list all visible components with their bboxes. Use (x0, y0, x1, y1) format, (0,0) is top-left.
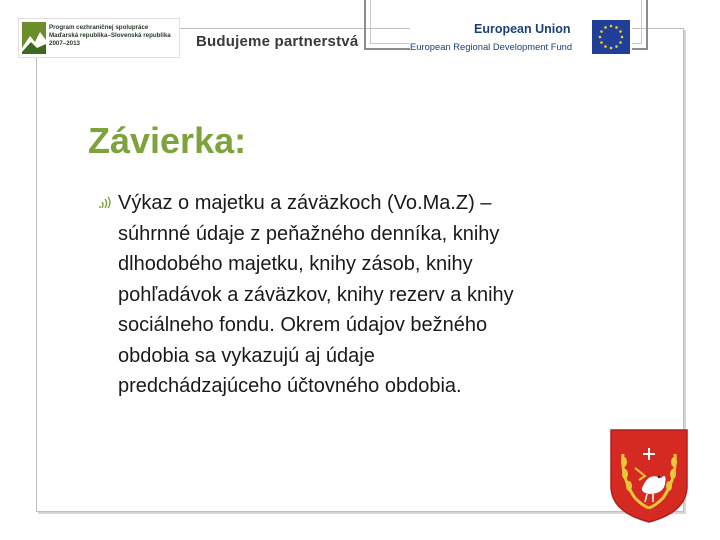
eu-star (604, 45, 607, 48)
bullet-text: Výkaz o majetku a záväzkoch (Vo.Ma.Z) – súhrnné údaje z peňažného denníka, knihy dlhodobého majetku, knihy zásob, knihy pohľadávok a záväzkov, knihy rezerv a knihy sociálneho fondu. Okrem údajov bežného obdobia sa vykazujú aj údaje predchádzajúceho účtovného obdobia. (118, 192, 514, 397)
program-brand: Budujeme partnerstvá (196, 33, 359, 50)
eu-star (600, 41, 603, 44)
program-line: Program cezhraničnej spolupráce (49, 24, 149, 31)
slide-title: Závierka: (88, 120, 247, 161)
eu-star (621, 36, 624, 39)
eu-star (599, 36, 602, 39)
program-line: Maďarská republika–Slovenská republika (49, 32, 171, 39)
program-logo (18, 18, 180, 58)
eu-star (604, 26, 607, 29)
eu-star (615, 26, 618, 29)
eu-flag-icon (592, 20, 630, 54)
eu-star (619, 30, 622, 33)
frame-shadow (38, 512, 686, 514)
program-text (49, 24, 171, 48)
eu-star (619, 41, 622, 44)
eu-logo (410, 20, 632, 54)
eu-subtitle: European Regional Development Fund (410, 41, 573, 52)
eu-star (610, 25, 613, 28)
eu-title: European Union (474, 22, 571, 36)
coat-of-arms-icon (609, 428, 689, 524)
program-line: 2007–2013 (49, 40, 80, 47)
signal-bars-icon (98, 196, 114, 210)
eu-star (615, 45, 618, 48)
mountain-logo-icon (22, 22, 46, 54)
eu-star (600, 30, 603, 33)
eu-star (610, 47, 613, 50)
